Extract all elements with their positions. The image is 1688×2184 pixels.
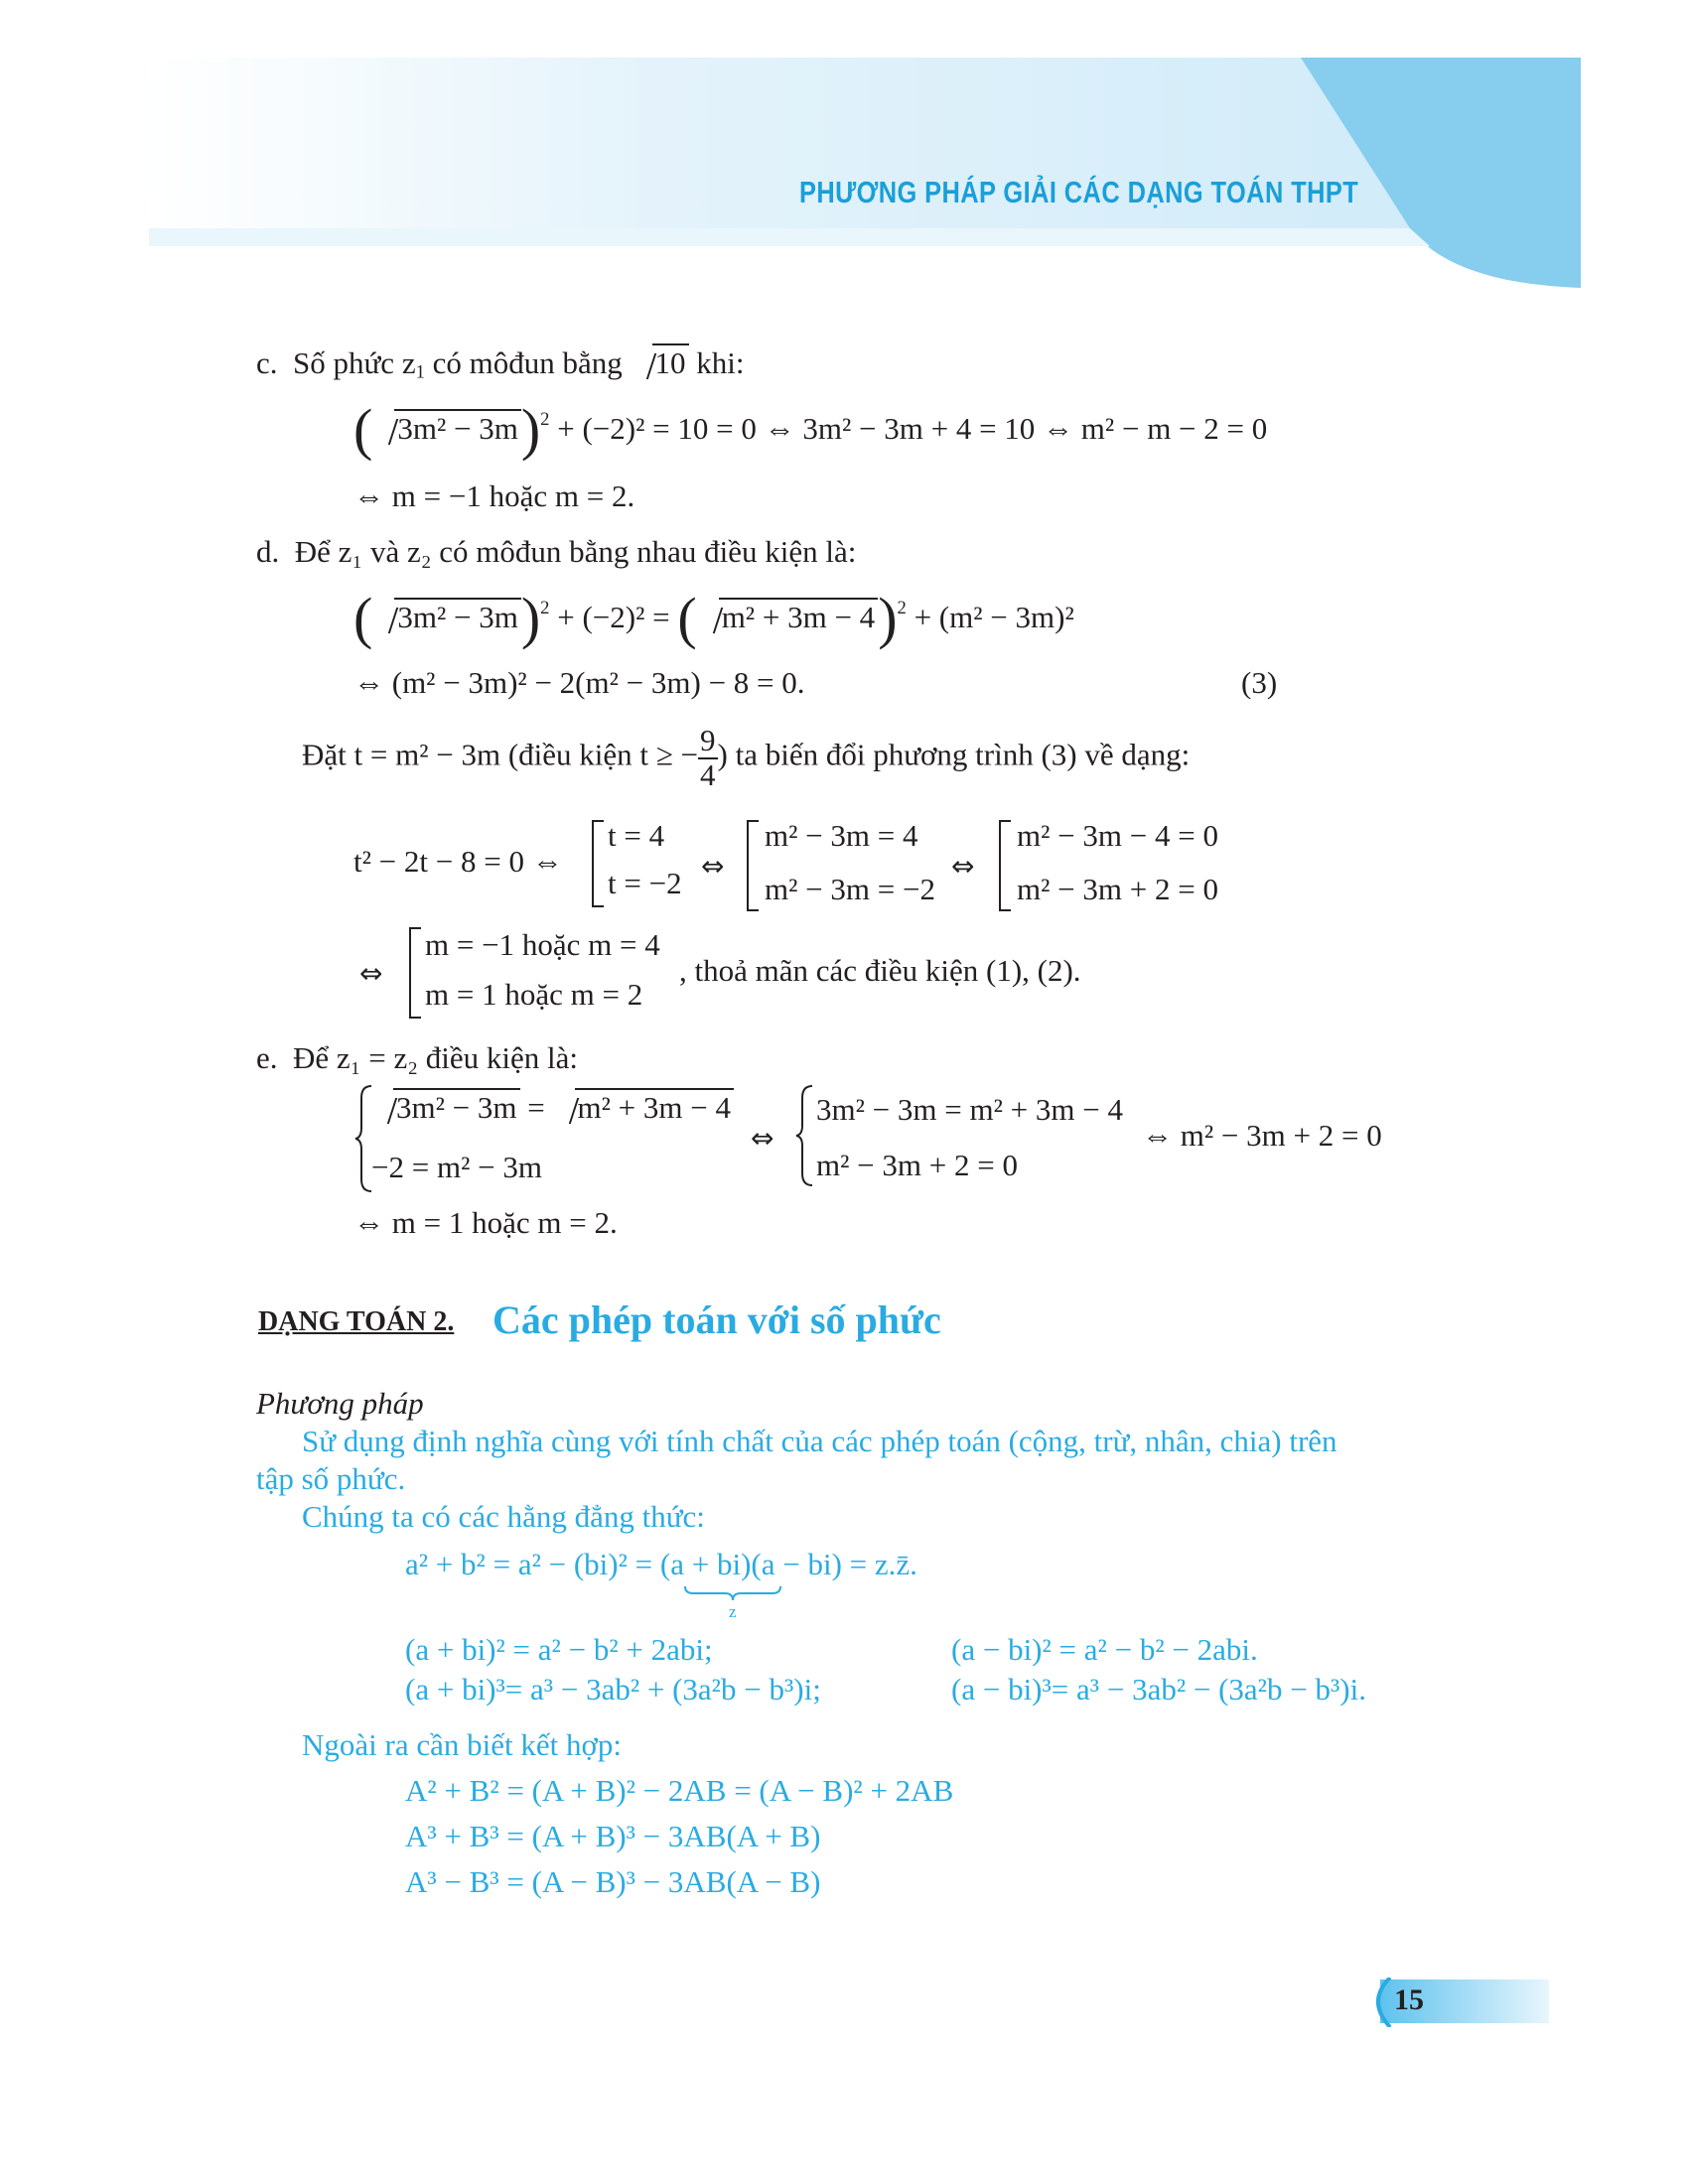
- identities-intro: Chúng ta có các hằng đẳng thức:: [302, 1499, 705, 1534]
- equiv-arrow-1: ⇔: [701, 850, 725, 883]
- square-minus: (a − bi)² = a² − b² − 2abi.: [951, 1632, 1258, 1667]
- method-heading: Phương pháp: [256, 1386, 424, 1421]
- equiv-arrow-3: ⇔: [359, 957, 383, 990]
- part-d-equation: ( 3m² − 3m)$^2$ + (−2)² = ( m² + 3m − 4)$^2$ + (m² − 3m)²: [353, 586, 1074, 650]
- part-c-intro-sub: 1: [415, 361, 425, 383]
- part-d-quadratic: t² − 2t − 8 = 0 ⇔: [353, 844, 563, 879]
- part-d-rad-right: m² + 3m − 4: [719, 598, 879, 632]
- part-d-mid: + (−2)² =: [557, 600, 670, 634]
- combo-1: A² + B² = (A + B)² − 2AB = (A − B)² + 2AB: [405, 1773, 954, 1808]
- sys1-rad-left: 3m² − 3m: [393, 1088, 520, 1123]
- part-e-final: ⇔ m² − 3m + 2 = 0: [1142, 1118, 1382, 1153]
- part-d-eq2: ⇔ (m² − 3m)² − 2(m² − 3m) − 8 = 0.: [353, 665, 805, 700]
- method-line-2: tập số phức.: [256, 1461, 406, 1496]
- bracket-m: [747, 820, 759, 911]
- part-c-result: ⇔ m = −1 hoặc m = 2.: [353, 478, 635, 513]
- page-number: 15: [1394, 1983, 1424, 2016]
- sys1-rad-right: m² + 3m − 4: [575, 1088, 735, 1123]
- case-m1: m² − 3m = 4: [765, 818, 918, 853]
- square-plus: (a + bi)² = a² − b² + 2abi;: [405, 1632, 713, 1667]
- combo-intro: Ngoài ra cần biết kết hợp:: [302, 1727, 622, 1762]
- section-label: DẠNG TOÁN 2.: [258, 1306, 455, 1337]
- system1-row1: 3m² − 3m = m² + 3m − 4: [371, 1088, 734, 1123]
- header-banner: [0, 0, 1688, 298]
- fraction-9-4: [698, 725, 718, 791]
- part-d-tail: + (m² − 3m)²: [914, 600, 1074, 634]
- part-e-result: ⇔ m = 1 hoặc m = 2.: [353, 1205, 618, 1240]
- part-c-intro-end: khi:: [688, 345, 745, 380]
- part-e-label: e.: [256, 1040, 278, 1075]
- solution-row-2: m = 1 hoặc m = 2: [425, 977, 643, 1012]
- cube-minus: (a − bi)³= a³ − 3ab² − (3a²b − b³)i.: [951, 1672, 1366, 1706]
- subst-pre: Đặt t = m² − 3m (điều kiện t ≥ −: [302, 737, 699, 772]
- combo-2: A³ + B³ = (A + B)³ − 3AB(A + B): [405, 1819, 821, 1853]
- equiv-arrow-4: ⇔: [751, 1122, 774, 1155]
- part-c-eq-rhs: + (−2)² = 10 = 0 ⇔ 3m² − 3m + 4 = 10 ⇔ m² − m − 2 = 0: [557, 411, 1268, 446]
- method-line-1: Sử dụng định nghĩa cùng với tính chất của các phép toán (cộng, trừ, nhân, chia) trên: [302, 1424, 1337, 1458]
- header-title: PHƯƠNG PHÁP GIẢI CÁC DẠNG TOÁN THPT: [799, 175, 1359, 209]
- sqrt-10: [631, 343, 689, 378]
- case-e1: m² − 3m − 4 = 0: [1017, 818, 1218, 853]
- part-d-substitution: [302, 725, 1190, 791]
- system1-row2: −2 = m² − 3m: [371, 1150, 542, 1184]
- section-title: Các phép toán với số phức: [492, 1297, 941, 1342]
- part-c-intro: [256, 343, 745, 383]
- frac-num: 9: [700, 723, 716, 757]
- bracket-sol: [409, 927, 421, 1019]
- part-e-intro: [256, 1042, 578, 1073]
- case-m2: m² − 3m = −2: [765, 872, 935, 906]
- part-c-label: c.: [256, 345, 278, 380]
- sqrt-10-value: 10: [652, 343, 689, 378]
- part-d-intro: [256, 536, 856, 567]
- case-t2: t = −2: [608, 866, 682, 900]
- bracket-t: [592, 820, 604, 907]
- underbrace-label: z: [729, 1602, 737, 1621]
- part-d-rad-left: 3m² − 3m: [394, 598, 521, 632]
- part-d-intro-text: Để z₁ và z₂ có môđun bằng nhau điều kiện là:: [294, 534, 857, 569]
- part-c-radicand: 3m² − 3m: [394, 409, 521, 444]
- underbrace: [683, 1584, 782, 1602]
- case-e2: m² − 3m + 2 = 0: [1017, 872, 1218, 906]
- equiv-arrow-2: ⇔: [951, 850, 975, 883]
- part-d-label: d.: [256, 534, 280, 569]
- system-brace-2: [794, 1084, 816, 1187]
- part-e-intro-text: Để z₁ = z₂ điều kiện là:: [293, 1040, 579, 1075]
- cube-plus: (a + bi)³= a³ − 3ab² + (3a²b − b³)i;: [405, 1672, 821, 1706]
- system2-row2: m² − 3m + 2 = 0: [816, 1148, 1018, 1182]
- frac-den: 4: [700, 756, 716, 792]
- solution-note: , thoả mãn các điều kiện (1), (2).: [679, 953, 1081, 988]
- part-c-intro-text: Số phức z: [293, 345, 416, 380]
- page-number-decoration: [1360, 1978, 1549, 2027]
- part-d-eq2-tag: (3): [1241, 665, 1278, 700]
- bracket-e: [999, 820, 1011, 911]
- part-c-equation: ( 3m² − 3m)$^2$ + (−2)² = 10 = 0 ⇔ 3m² − 3m + 4 = 10 ⇔ m² − m − 2 = 0: [353, 397, 1268, 462]
- subst-post: ) ta biến đổi phương trình (3) về dạng:: [717, 737, 1191, 772]
- identity-1: a² + b² = a² − (bi)² = (a + bi)(a − bi) = z.z̄.: [405, 1547, 917, 1581]
- page-number-tab: [1360, 1978, 1549, 2027]
- solution-row-1: m = −1 hoặc m = 4: [425, 927, 660, 962]
- system2-row1: 3m² − 3m = m² + 3m − 4: [816, 1092, 1123, 1127]
- part-c-intro-post: có môđun bằng: [424, 345, 631, 380]
- combo-3: A³ − B³ = (A − B)³ − 3AB(A − B): [405, 1864, 821, 1899]
- case-t1: t = 4: [608, 818, 665, 853]
